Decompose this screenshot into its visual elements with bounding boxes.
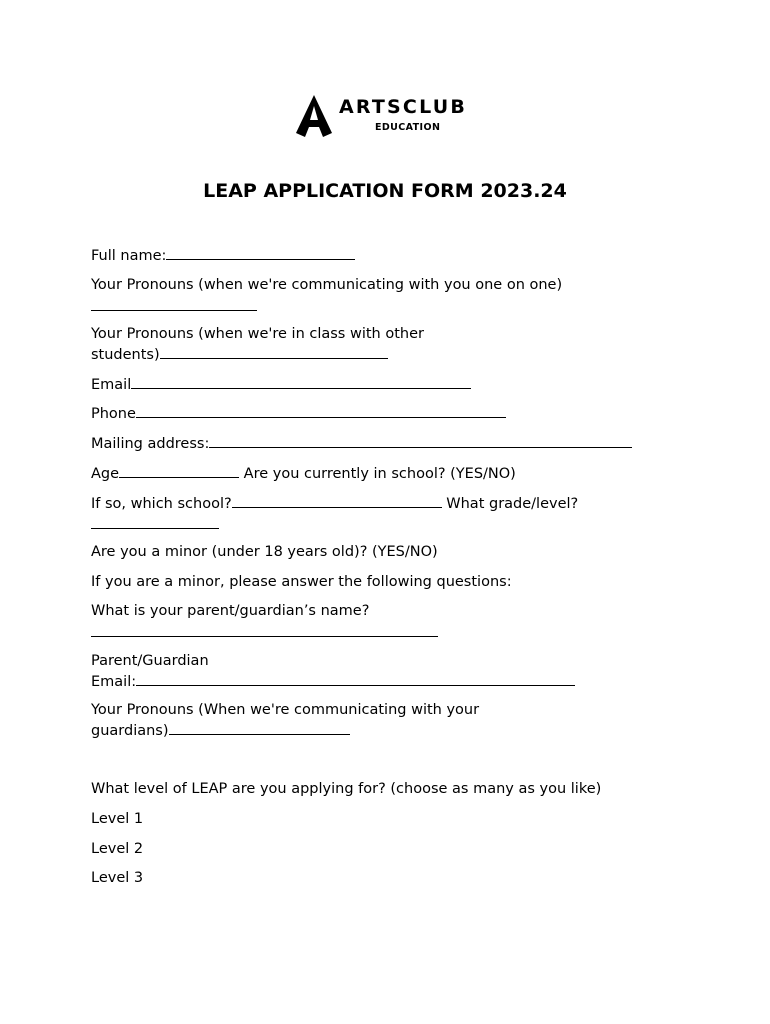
pronouns-one-on-one-row <box>91 296 257 317</box>
which-school-label: If so, which school? <box>91 496 232 512</box>
age-row <box>91 463 516 484</box>
level-3-option[interactable]: Level 3 <box>91 870 144 886</box>
artsclub-logo <box>292 93 482 139</box>
grade-level-row <box>91 514 219 535</box>
leap-level-question: What level of LEAP are you applying for? (choose as many as you like) <box>91 781 602 797</box>
logo-sub-text: EDUCATION <box>375 122 441 133</box>
guardian-name-label: What is your parent/guardian’s name? <box>91 603 370 619</box>
email-label: Email <box>91 377 132 393</box>
grade-level-label: What grade/level? <box>446 496 579 512</box>
guardian-email-field[interactable] <box>136 671 575 686</box>
school-row <box>91 493 578 514</box>
pronouns-class-label-line2: students) <box>91 347 160 363</box>
phone-field[interactable] <box>136 403 506 418</box>
page-title: LEAP APPLICATION FORM 2023.24 <box>203 180 567 202</box>
artsclub-a-logo-icon <box>292 93 336 139</box>
which-school-field[interactable] <box>232 493 442 508</box>
guardian-email-label-line2: Email: <box>91 674 137 690</box>
mailing-address-row <box>91 433 632 454</box>
phone-label: Phone <box>91 406 136 422</box>
email-field[interactable] <box>131 374 471 389</box>
full-name-label: Full name: <box>91 248 167 264</box>
guardian-pronouns-label-line2: guardians) <box>91 723 169 739</box>
pronouns-class-row <box>91 344 388 365</box>
guardian-name-row <box>91 622 438 643</box>
guardian-pronouns-label-line1: Your Pronouns (When we're communicating with your <box>91 702 480 718</box>
minor-instructions: If you are a minor, please answer the following questions: <box>91 574 512 590</box>
logo-brand-text: ARTSCLUB <box>339 96 468 118</box>
guardian-email-label-line1: Parent/Guardian <box>91 653 209 669</box>
age-field[interactable] <box>119 463 239 478</box>
mailing-address-label: Mailing address: <box>91 436 210 452</box>
pronouns-class-field[interactable] <box>160 344 388 359</box>
phone-row <box>91 403 506 424</box>
pronouns-one-on-one-label: Your Pronouns (when we're communicating with you one on one) <box>91 277 563 293</box>
guardian-email-row <box>91 671 575 692</box>
grade-level-field[interactable] <box>91 514 219 529</box>
level-2-option[interactable]: Level 2 <box>91 841 144 857</box>
age-label: Age <box>91 466 120 482</box>
minor-question: Are you a minor (under 18 years old)? (YES/NO) <box>91 544 438 560</box>
full-name-field[interactable] <box>166 245 355 260</box>
in-school-label: Are you currently in school? (YES/NO) <box>243 466 516 482</box>
guardian-pronouns-field[interactable] <box>169 720 350 735</box>
guardian-pronouns-row <box>91 720 350 741</box>
pronouns-class-label-line1: Your Pronouns (when we're in class with other <box>91 326 424 342</box>
pronouns-one-on-one-field[interactable] <box>91 296 257 311</box>
guardian-name-field[interactable] <box>91 622 438 637</box>
mailing-address-field[interactable] <box>209 433 632 448</box>
full-name-row <box>91 245 355 266</box>
email-row <box>91 374 471 395</box>
level-1-option[interactable]: Level 1 <box>91 811 144 827</box>
